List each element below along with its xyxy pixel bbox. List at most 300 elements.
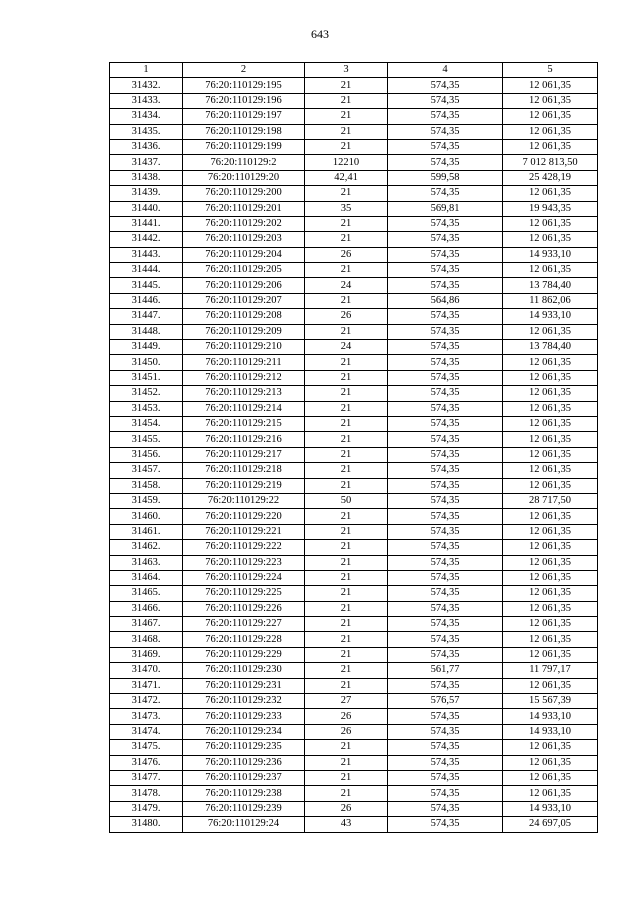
cadastral-number-cell: 76:20:110129:215 xyxy=(183,416,305,431)
area-cell: 43 xyxy=(305,817,388,832)
area-cell: 27 xyxy=(305,694,388,709)
area-cell: 21 xyxy=(305,78,388,93)
rate-cell: 574,35 xyxy=(388,555,503,570)
area-cell: 50 xyxy=(305,493,388,508)
cadastral-number-cell: 76:20:110129:199 xyxy=(183,139,305,154)
area-cell: 21 xyxy=(305,216,388,231)
column-header-2: 2 xyxy=(183,63,305,78)
cadastral-number-cell: 76:20:110129:205 xyxy=(183,263,305,278)
cadastral-number-cell: 76:20:110129:239 xyxy=(183,801,305,816)
table-row xyxy=(110,278,598,293)
column-header-5: 5 xyxy=(503,63,598,78)
amount-cell: 12 061,35 xyxy=(503,586,598,601)
table-row xyxy=(110,570,598,585)
table-row xyxy=(110,740,598,755)
table-row xyxy=(110,124,598,139)
row-number-cell: 31472. xyxy=(110,694,183,709)
rate-cell: 574,35 xyxy=(388,447,503,462)
table-row xyxy=(110,370,598,385)
cadastral-number-cell: 76:20:110129:209 xyxy=(183,324,305,339)
area-cell: 21 xyxy=(305,770,388,785)
row-number-cell: 31440. xyxy=(110,201,183,216)
amount-cell: 12 061,35 xyxy=(503,186,598,201)
row-number-cell: 31479. xyxy=(110,801,183,816)
amount-cell: 11 797,17 xyxy=(503,663,598,678)
table-row xyxy=(110,493,598,508)
area-cell: 21 xyxy=(305,432,388,447)
cadastral-number-cell: 76:20:110129:218 xyxy=(183,463,305,478)
row-number-cell: 31450. xyxy=(110,355,183,370)
amount-cell: 12 061,35 xyxy=(503,139,598,154)
area-cell: 21 xyxy=(305,401,388,416)
rate-cell: 574,35 xyxy=(388,324,503,339)
amount-cell: 12 061,35 xyxy=(503,509,598,524)
row-number-cell: 31476. xyxy=(110,755,183,770)
area-cell: 21 xyxy=(305,293,388,308)
rate-cell: 574,35 xyxy=(388,139,503,154)
rate-cell: 574,35 xyxy=(388,570,503,585)
cadastral-number-cell: 76:20:110129:227 xyxy=(183,617,305,632)
amount-cell: 24 697,05 xyxy=(503,817,598,832)
area-cell: 21 xyxy=(305,416,388,431)
area-cell: 21 xyxy=(305,324,388,339)
row-number-cell: 31478. xyxy=(110,786,183,801)
cadastral-number-cell: 76:20:110129:200 xyxy=(183,186,305,201)
table-row xyxy=(110,216,598,231)
area-cell: 21 xyxy=(305,355,388,370)
amount-cell: 12 061,35 xyxy=(503,386,598,401)
area-cell: 21 xyxy=(305,232,388,247)
rate-cell: 574,35 xyxy=(388,401,503,416)
amount-cell: 13 784,40 xyxy=(503,340,598,355)
cadastral-number-cell: 76:20:110129:220 xyxy=(183,509,305,524)
rate-cell: 574,35 xyxy=(388,617,503,632)
cadastral-number-cell: 76:20:110129:210 xyxy=(183,340,305,355)
row-number-cell: 31436. xyxy=(110,139,183,154)
row-number-cell: 31435. xyxy=(110,124,183,139)
table-row xyxy=(110,555,598,570)
row-number-cell: 31466. xyxy=(110,601,183,616)
row-number-cell: 31464. xyxy=(110,570,183,585)
register-table xyxy=(109,62,598,833)
amount-cell: 12 061,35 xyxy=(503,370,598,385)
row-number-cell: 31474. xyxy=(110,724,183,739)
cadastral-number-cell: 76:20:110129:208 xyxy=(183,309,305,324)
row-number-cell: 31445. xyxy=(110,278,183,293)
rate-cell: 574,35 xyxy=(388,93,503,108)
row-number-cell: 31468. xyxy=(110,632,183,647)
table-header xyxy=(110,63,598,78)
amount-cell: 12 061,35 xyxy=(503,109,598,124)
row-number-cell: 31458. xyxy=(110,478,183,493)
amount-cell: 12 061,35 xyxy=(503,678,598,693)
area-cell: 21 xyxy=(305,678,388,693)
cadastral-number-cell: 76:20:110129:237 xyxy=(183,770,305,785)
area-cell: 21 xyxy=(305,555,388,570)
table-row xyxy=(110,447,598,462)
area-cell: 21 xyxy=(305,740,388,755)
area-cell: 21 xyxy=(305,109,388,124)
area-cell: 21 xyxy=(305,647,388,662)
row-number-cell: 31438. xyxy=(110,170,183,185)
row-number-cell: 31453. xyxy=(110,401,183,416)
area-cell: 12210 xyxy=(305,155,388,170)
cadastral-number-cell: 76:20:110129:223 xyxy=(183,555,305,570)
table-row xyxy=(110,247,598,262)
cadastral-number-cell: 76:20:110129:229 xyxy=(183,647,305,662)
cadastral-number-cell: 76:20:110129:232 xyxy=(183,694,305,709)
cadastral-number-cell: 76:20:110129:203 xyxy=(183,232,305,247)
rate-cell: 574,35 xyxy=(388,709,503,724)
rate-cell: 574,35 xyxy=(388,124,503,139)
rate-cell: 569,81 xyxy=(388,201,503,216)
cadastral-number-cell: 76:20:110129:20 xyxy=(183,170,305,185)
area-cell: 24 xyxy=(305,340,388,355)
amount-cell: 12 061,35 xyxy=(503,355,598,370)
rate-cell: 574,35 xyxy=(388,155,503,170)
cadastral-number-cell: 76:20:110129:195 xyxy=(183,78,305,93)
header-row xyxy=(110,63,598,78)
table-row xyxy=(110,155,598,170)
rate-cell: 574,35 xyxy=(388,509,503,524)
table-row xyxy=(110,201,598,216)
table-row xyxy=(110,509,598,524)
table-row xyxy=(110,478,598,493)
cadastral-number-cell: 76:20:110129:211 xyxy=(183,355,305,370)
cadastral-number-cell: 76:20:110129:196 xyxy=(183,93,305,108)
rate-cell: 574,35 xyxy=(388,278,503,293)
table-row xyxy=(110,293,598,308)
rate-cell: 574,35 xyxy=(388,355,503,370)
row-number-cell: 31441. xyxy=(110,216,183,231)
row-number-cell: 31456. xyxy=(110,447,183,462)
cadastral-number-cell: 76:20:110129:202 xyxy=(183,216,305,231)
rate-cell: 574,35 xyxy=(388,770,503,785)
amount-cell: 15 567,39 xyxy=(503,694,598,709)
rate-cell: 574,35 xyxy=(388,232,503,247)
amount-cell: 12 061,35 xyxy=(503,755,598,770)
cadastral-number-cell: 76:20:110129:221 xyxy=(183,524,305,539)
cadastral-number-cell: 76:20:110129:198 xyxy=(183,124,305,139)
row-number-cell: 31462. xyxy=(110,540,183,555)
rate-cell: 574,35 xyxy=(388,801,503,816)
rate-cell: 574,35 xyxy=(388,647,503,662)
cadastral-number-cell: 76:20:110129:212 xyxy=(183,370,305,385)
amount-cell: 14 933,10 xyxy=(503,724,598,739)
table-row xyxy=(110,170,598,185)
rate-cell: 561,77 xyxy=(388,663,503,678)
rate-cell: 574,35 xyxy=(388,601,503,616)
amount-cell: 28 717,50 xyxy=(503,493,598,508)
rate-cell: 599,58 xyxy=(388,170,503,185)
table-row xyxy=(110,401,598,416)
area-cell: 21 xyxy=(305,124,388,139)
row-number-cell: 31471. xyxy=(110,678,183,693)
table-row xyxy=(110,186,598,201)
table-row xyxy=(110,93,598,108)
row-number-cell: 31459. xyxy=(110,493,183,508)
row-number-cell: 31452. xyxy=(110,386,183,401)
cadastral-number-cell: 76:20:110129:228 xyxy=(183,632,305,647)
row-number-cell: 31446. xyxy=(110,293,183,308)
area-cell: 21 xyxy=(305,386,388,401)
area-cell: 21 xyxy=(305,786,388,801)
cadastral-number-cell: 76:20:110129:216 xyxy=(183,432,305,447)
rate-cell: 574,35 xyxy=(388,370,503,385)
row-number-cell: 31451. xyxy=(110,370,183,385)
amount-cell: 12 061,35 xyxy=(503,786,598,801)
table-row xyxy=(110,586,598,601)
table-row xyxy=(110,663,598,678)
rate-cell: 574,35 xyxy=(388,340,503,355)
amount-cell: 12 061,35 xyxy=(503,232,598,247)
cadastral-number-cell: 76:20:110129:230 xyxy=(183,663,305,678)
rate-cell: 574,35 xyxy=(388,755,503,770)
area-cell: 21 xyxy=(305,447,388,462)
table-body xyxy=(110,78,598,832)
table-row xyxy=(110,324,598,339)
cadastral-number-cell: 76:20:110129:233 xyxy=(183,709,305,724)
cadastral-number-cell: 76:20:110129:231 xyxy=(183,678,305,693)
table-row xyxy=(110,801,598,816)
cadastral-number-cell: 76:20:110129:206 xyxy=(183,278,305,293)
area-cell: 26 xyxy=(305,709,388,724)
amount-cell: 12 061,35 xyxy=(503,432,598,447)
table-row xyxy=(110,770,598,785)
row-number-cell: 31439. xyxy=(110,186,183,201)
row-number-cell: 31449. xyxy=(110,340,183,355)
cadastral-number-cell: 76:20:110129:236 xyxy=(183,755,305,770)
row-number-cell: 31477. xyxy=(110,770,183,785)
column-header-4: 4 xyxy=(388,63,503,78)
row-number-cell: 31434. xyxy=(110,109,183,124)
area-cell: 21 xyxy=(305,263,388,278)
table-row xyxy=(110,694,598,709)
area-cell: 21 xyxy=(305,93,388,108)
area-cell: 21 xyxy=(305,663,388,678)
row-number-cell: 31461. xyxy=(110,524,183,539)
amount-cell: 12 061,35 xyxy=(503,740,598,755)
table-row xyxy=(110,617,598,632)
table-row xyxy=(110,232,598,247)
table-row xyxy=(110,678,598,693)
area-cell: 35 xyxy=(305,201,388,216)
area-cell: 21 xyxy=(305,524,388,539)
rate-cell: 576,57 xyxy=(388,694,503,709)
amount-cell: 12 061,35 xyxy=(503,416,598,431)
table-row xyxy=(110,463,598,478)
cadastral-number-cell: 76:20:110129:217 xyxy=(183,447,305,462)
amount-cell: 14 933,10 xyxy=(503,247,598,262)
area-cell: 21 xyxy=(305,509,388,524)
rate-cell: 574,35 xyxy=(388,416,503,431)
row-number-cell: 31457. xyxy=(110,463,183,478)
table-row xyxy=(110,109,598,124)
table-row xyxy=(110,309,598,324)
row-number-cell: 31463. xyxy=(110,555,183,570)
amount-cell: 12 061,35 xyxy=(503,124,598,139)
row-number-cell: 31447. xyxy=(110,309,183,324)
area-cell: 21 xyxy=(305,478,388,493)
amount-cell: 12 061,35 xyxy=(503,447,598,462)
cadastral-number-cell: 76:20:110129:234 xyxy=(183,724,305,739)
table-row xyxy=(110,540,598,555)
row-number-cell: 31465. xyxy=(110,586,183,601)
row-number-cell: 31444. xyxy=(110,263,183,278)
amount-cell: 12 061,35 xyxy=(503,524,598,539)
area-cell: 21 xyxy=(305,755,388,770)
row-number-cell: 31455. xyxy=(110,432,183,447)
cadastral-number-cell: 76:20:110129:197 xyxy=(183,109,305,124)
area-cell: 21 xyxy=(305,540,388,555)
area-cell: 42,41 xyxy=(305,170,388,185)
table-row xyxy=(110,786,598,801)
rate-cell: 574,35 xyxy=(388,247,503,262)
area-cell: 21 xyxy=(305,601,388,616)
row-number-cell: 31442. xyxy=(110,232,183,247)
cadastral-number-cell: 76:20:110129:201 xyxy=(183,201,305,216)
rate-cell: 574,35 xyxy=(388,786,503,801)
table-row xyxy=(110,524,598,539)
amount-cell: 12 061,35 xyxy=(503,463,598,478)
amount-cell: 12 061,35 xyxy=(503,601,598,616)
rate-cell: 574,35 xyxy=(388,817,503,832)
cadastral-number-cell: 76:20:110129:225 xyxy=(183,586,305,601)
amount-cell: 13 784,40 xyxy=(503,278,598,293)
table-row xyxy=(110,709,598,724)
table-row xyxy=(110,386,598,401)
amount-cell: 12 061,35 xyxy=(503,632,598,647)
rate-cell: 574,35 xyxy=(388,186,503,201)
rate-cell: 574,35 xyxy=(388,478,503,493)
cadastral-number-cell: 76:20:110129:213 xyxy=(183,386,305,401)
area-cell: 21 xyxy=(305,139,388,154)
column-header-1: 1 xyxy=(110,63,183,78)
area-cell: 26 xyxy=(305,724,388,739)
row-number-cell: 31448. xyxy=(110,324,183,339)
amount-cell: 12 061,35 xyxy=(503,540,598,555)
row-number-cell: 31473. xyxy=(110,709,183,724)
amount-cell: 12 061,35 xyxy=(503,617,598,632)
cadastral-number-cell: 76:20:110129:224 xyxy=(183,570,305,585)
row-number-cell: 31470. xyxy=(110,663,183,678)
rate-cell: 564,86 xyxy=(388,293,503,308)
area-cell: 21 xyxy=(305,186,388,201)
row-number-cell: 31480. xyxy=(110,817,183,832)
amount-cell: 12 061,35 xyxy=(503,647,598,662)
area-cell: 26 xyxy=(305,247,388,262)
rate-cell: 574,35 xyxy=(388,540,503,555)
cadastral-number-cell: 76:20:110129:235 xyxy=(183,740,305,755)
cadastral-number-cell: 76:20:110129:219 xyxy=(183,478,305,493)
cadastral-number-cell: 76:20:110129:226 xyxy=(183,601,305,616)
area-cell: 21 xyxy=(305,617,388,632)
cadastral-number-cell: 76:20:110129:22 xyxy=(183,493,305,508)
table-row xyxy=(110,355,598,370)
cadastral-number-cell: 76:20:110129:238 xyxy=(183,786,305,801)
amount-cell: 12 061,35 xyxy=(503,216,598,231)
rate-cell: 574,35 xyxy=(388,632,503,647)
rate-cell: 574,35 xyxy=(388,432,503,447)
rate-cell: 574,35 xyxy=(388,524,503,539)
amount-cell: 12 061,35 xyxy=(503,770,598,785)
cadastral-number-cell: 76:20:110129:2 xyxy=(183,155,305,170)
area-cell: 21 xyxy=(305,586,388,601)
area-cell: 26 xyxy=(305,309,388,324)
row-number-cell: 31454. xyxy=(110,416,183,431)
rate-cell: 574,35 xyxy=(388,463,503,478)
table-row xyxy=(110,78,598,93)
row-number-cell: 31467. xyxy=(110,617,183,632)
amount-cell: 12 061,35 xyxy=(503,93,598,108)
table-row xyxy=(110,139,598,154)
row-number-cell: 31469. xyxy=(110,647,183,662)
amount-cell: 12 061,35 xyxy=(503,324,598,339)
rate-cell: 574,35 xyxy=(388,109,503,124)
area-cell: 21 xyxy=(305,632,388,647)
rate-cell: 574,35 xyxy=(388,586,503,601)
amount-cell: 14 933,10 xyxy=(503,709,598,724)
amount-cell: 25 428,19 xyxy=(503,170,598,185)
amount-cell: 14 933,10 xyxy=(503,801,598,816)
rate-cell: 574,35 xyxy=(388,386,503,401)
area-cell: 24 xyxy=(305,278,388,293)
rate-cell: 574,35 xyxy=(388,678,503,693)
rate-cell: 574,35 xyxy=(388,493,503,508)
area-cell: 21 xyxy=(305,463,388,478)
table-row xyxy=(110,416,598,431)
table-row xyxy=(110,647,598,662)
area-cell: 21 xyxy=(305,370,388,385)
table-row xyxy=(110,601,598,616)
amount-cell: 12 061,35 xyxy=(503,478,598,493)
table-row xyxy=(110,432,598,447)
amount-cell: 7 012 813,50 xyxy=(503,155,598,170)
rate-cell: 574,35 xyxy=(388,216,503,231)
amount-cell: 12 061,35 xyxy=(503,401,598,416)
rate-cell: 574,35 xyxy=(388,78,503,93)
rate-cell: 574,35 xyxy=(388,724,503,739)
cadastral-number-cell: 76:20:110129:204 xyxy=(183,247,305,262)
table-row xyxy=(110,755,598,770)
amount-cell: 11 862,06 xyxy=(503,293,598,308)
rate-cell: 574,35 xyxy=(388,263,503,278)
amount-cell: 12 061,35 xyxy=(503,555,598,570)
row-number-cell: 31460. xyxy=(110,509,183,524)
row-number-cell: 31437. xyxy=(110,155,183,170)
table-row xyxy=(110,263,598,278)
row-number-cell: 31443. xyxy=(110,247,183,262)
table-row xyxy=(110,632,598,647)
cadastral-number-cell: 76:20:110129:222 xyxy=(183,540,305,555)
table-row xyxy=(110,340,598,355)
page-number: 643 xyxy=(311,27,329,41)
amount-cell: 12 061,35 xyxy=(503,78,598,93)
rate-cell: 574,35 xyxy=(388,740,503,755)
rate-cell: 574,35 xyxy=(388,309,503,324)
column-header-3: 3 xyxy=(305,63,388,78)
table-row xyxy=(110,724,598,739)
amount-cell: 12 061,35 xyxy=(503,570,598,585)
cadastral-number-cell: 76:20:110129:207 xyxy=(183,293,305,308)
cadastral-number-cell: 76:20:110129:214 xyxy=(183,401,305,416)
cadastral-number-cell: 76:20:110129:24 xyxy=(183,817,305,832)
row-number-cell: 31433. xyxy=(110,93,183,108)
area-cell: 26 xyxy=(305,801,388,816)
amount-cell: 19 943,35 xyxy=(503,201,598,216)
row-number-cell: 31432. xyxy=(110,78,183,93)
row-number-cell: 31475. xyxy=(110,740,183,755)
